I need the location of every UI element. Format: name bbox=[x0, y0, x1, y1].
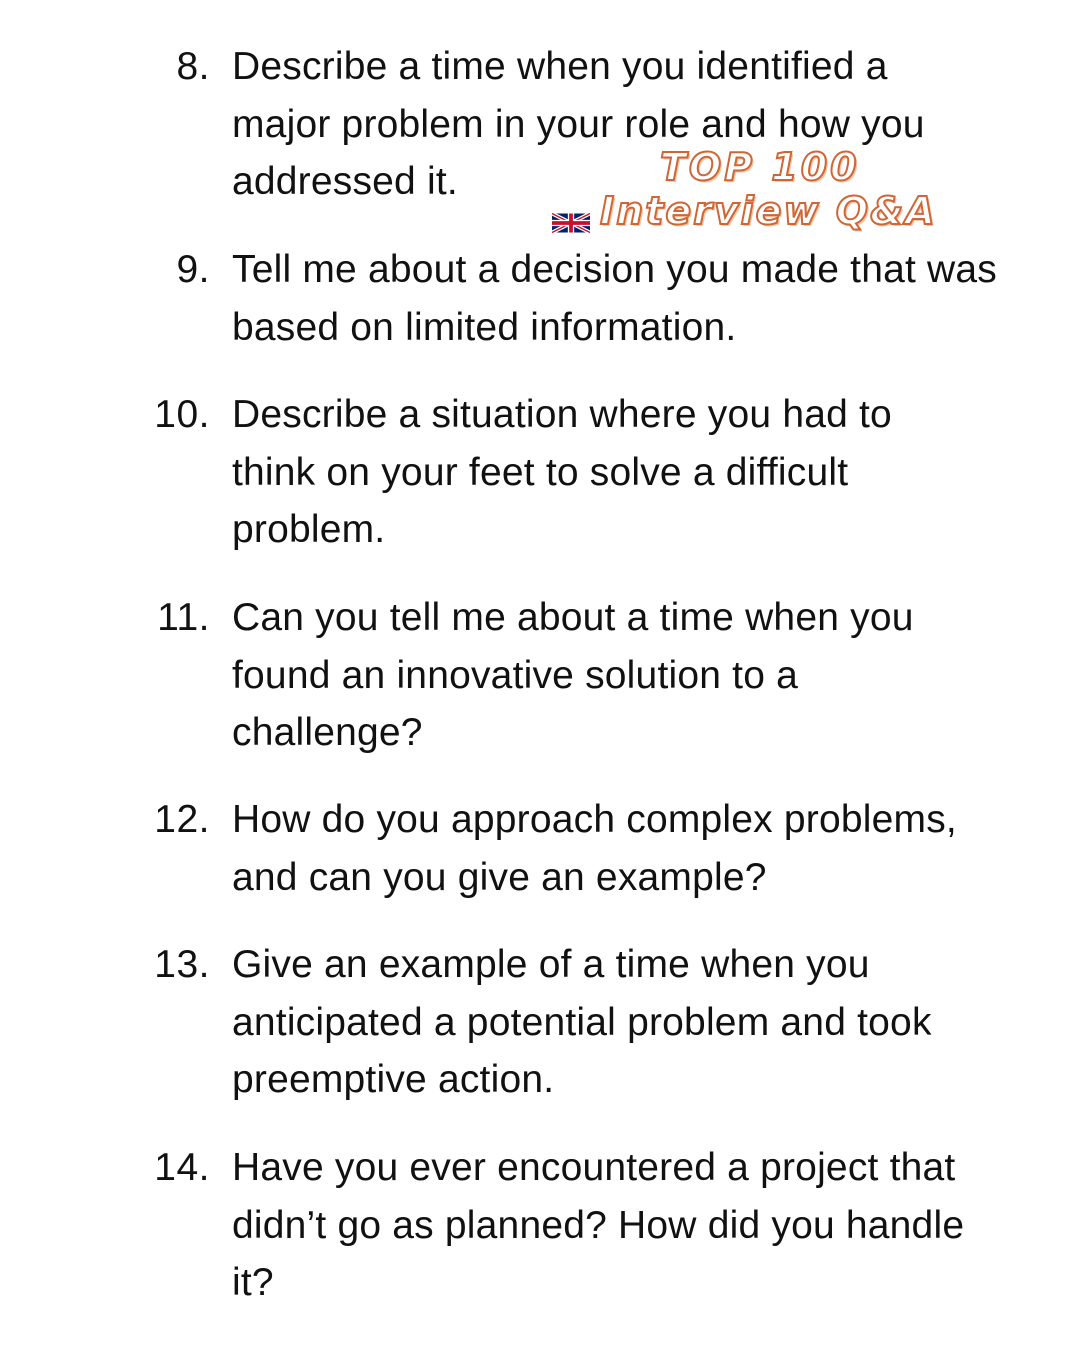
question-text: Tell me about a decision you made that was based on limited information. bbox=[232, 248, 997, 349]
question-number: 13. bbox=[154, 943, 210, 986]
question-text: Give an example of a time when you anticipated a potential problem and took preemptive action. bbox=[232, 943, 932, 1101]
question-number: 9. bbox=[176, 248, 210, 291]
question-number: 8. bbox=[176, 45, 210, 88]
question-text: Describe a situation where you had to think on your feet to solve a difficult problem. bbox=[232, 393, 892, 551]
question-number: 10. bbox=[154, 393, 210, 436]
question-number: 14. bbox=[154, 1146, 210, 1189]
watermark-line-1: TOP 100 bbox=[660, 145, 860, 189]
top-100-interview-qa-watermark bbox=[552, 145, 992, 245]
question-text: Describe a time when you identified a major problem in your role and how you addressed it. bbox=[232, 45, 925, 203]
question-text: Can you tell me about a time when you found an innovative solution to a challenge? bbox=[232, 596, 914, 754]
question-text: Have you ever encountered a project that didn’t go as planned? How did you handle it? bbox=[232, 1146, 965, 1304]
question-number: 12. bbox=[154, 798, 210, 841]
question-text: How do you approach complex problems, and can you give an example? bbox=[232, 798, 957, 899]
watermark-line-2: Interview Q&A bbox=[600, 189, 937, 233]
uk-flag-icon bbox=[552, 211, 590, 235]
question-number: 11. bbox=[157, 596, 210, 639]
